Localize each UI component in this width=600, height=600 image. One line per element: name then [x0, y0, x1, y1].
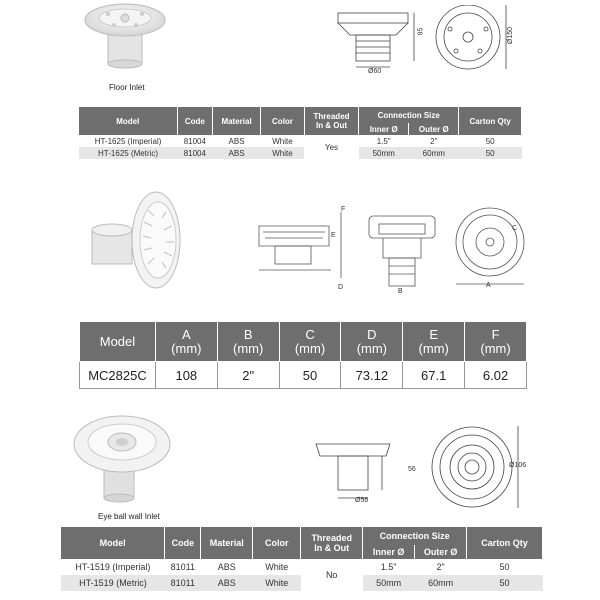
header-carton: Carton Qty: [467, 527, 543, 559]
floor-inlet-diameter-label: Ø150: [507, 26, 515, 45]
drawing-label-e: E: [331, 232, 336, 239]
threaded-value: No: [325, 570, 338, 580]
header-code: Code: [177, 107, 212, 135]
eyeball-side-drawing: [312, 436, 394, 506]
dim-header-b: B (mm): [217, 322, 279, 362]
header-model: Model: [79, 107, 177, 135]
dim-header-f: F (mm): [465, 322, 527, 362]
table-row: HT-1519 (Imperial) 81011 ABS White No 1.5" 2" 50: [61, 559, 543, 575]
header-connection: Connection Size: [363, 527, 467, 545]
eyeball-inlet-photo: [70, 412, 180, 504]
eyeball-inlet-caption: Eye ball wall Inlet: [98, 512, 160, 521]
floor-inlet-spec-table: [79, 107, 522, 159]
header-connection: Connection Size: [359, 107, 459, 123]
header-carton: Carton Qty: [459, 107, 522, 135]
table-row: HT-1625 (Imperial) 81004 ABS White Yes 1.5" 2" 50: [79, 135, 522, 147]
dim-header-d: D (mm): [341, 322, 403, 362]
eyeball-spec-table: [61, 527, 543, 591]
drawing-label-a: A: [486, 282, 491, 289]
floor-inlet-base-label: Ø60: [368, 68, 382, 75]
header-color: Color: [253, 527, 301, 559]
floor-inlet-photo: [80, 0, 170, 72]
mc2825c-dimension-table: [79, 321, 527, 389]
eyeball-height-label: 56: [408, 466, 416, 473]
header-material: Material: [201, 527, 253, 559]
table-row: HT-1625 (Metric) 81004 ABS White 50mm 60mm 50: [79, 147, 522, 159]
header-outer: Outer Ø: [409, 123, 459, 135]
drawing-label-b: B: [398, 288, 403, 295]
dim-header-e: E (mm): [403, 322, 465, 362]
drawing-label-f: F: [341, 206, 346, 213]
table-row: MC2825C 108 2" 50 73.12 67.1 6.02: [80, 362, 527, 389]
header-outer: Outer Ø: [415, 545, 467, 559]
drawing-label-c: C: [512, 225, 518, 232]
table-row: HT-1519 (Metric) 81011 ABS White 50mm 60mm 50: [61, 575, 543, 591]
header-color: Color: [261, 107, 305, 135]
floor-inlet-height-label: 95: [417, 27, 425, 36]
mc2825c-front-drawing: [365, 212, 440, 298]
dim-header-a: A (mm): [155, 322, 217, 362]
header-model: Model: [61, 527, 165, 559]
header-code: Code: [165, 527, 201, 559]
floor-inlet-caption: Floor Inlet: [109, 83, 145, 92]
threaded-value: Yes: [324, 142, 339, 152]
mc2825c-side-drawing: [255, 208, 350, 298]
eyeball-diameter-label: Ø106: [509, 462, 527, 469]
dim-header-c: C (mm): [279, 322, 341, 362]
eyeball-base-label: Ø56: [355, 497, 369, 504]
header-inner: Inner Ø: [359, 123, 409, 135]
drawing-label-d: D: [338, 284, 344, 291]
header-material: Material: [213, 107, 261, 135]
dim-header-model: Model: [80, 322, 156, 362]
mc2825c-photo: [88, 190, 198, 290]
header-threaded: Threaded In & Out: [304, 107, 358, 135]
floor-inlet-drawing: [330, 5, 525, 77]
header-threaded: Threaded In & Out: [301, 527, 363, 559]
header-inner: Inner Ø: [363, 545, 415, 559]
mc2825c-top-drawing: [452, 202, 532, 292]
